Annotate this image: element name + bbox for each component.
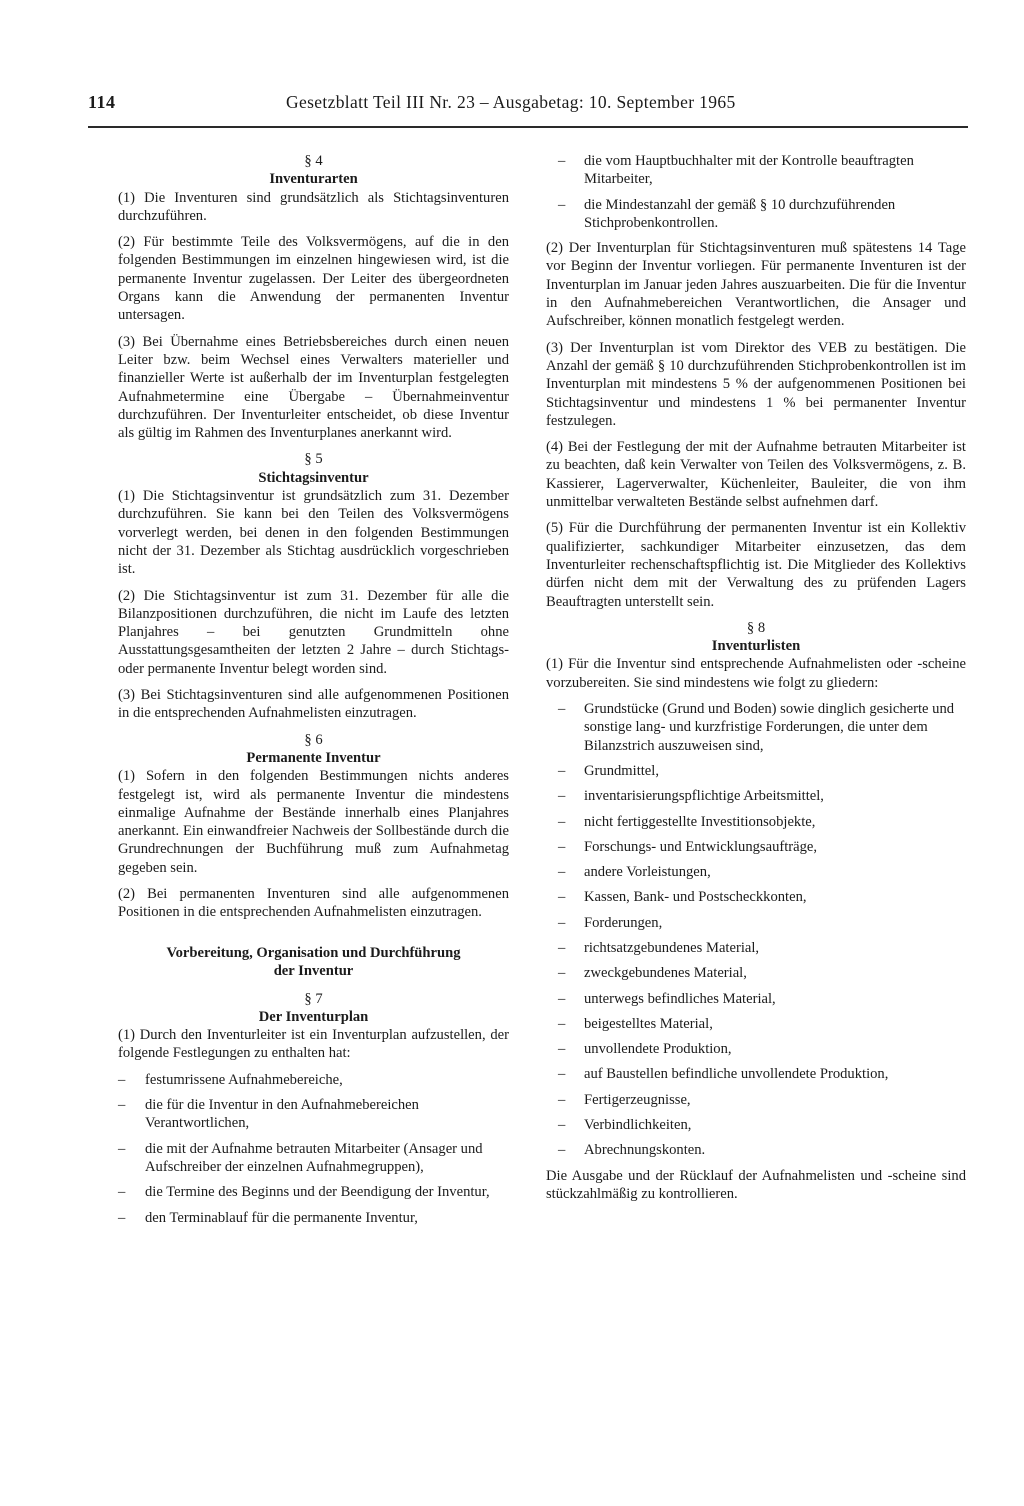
page-number: 114 xyxy=(88,92,116,112)
paragraph: (2) Für bestimmte Teile des Volksvermögens, auf die in den folgenden Bestimmungen im einzelnen hingewiesen wird, ist die permanente Inventur zugelassen. Der Leiter des übergeordneten Organs kann die Anwendung der permanenten Inventur untersagen. xyxy=(118,234,509,324)
list-item: – unterwegs befindliches Material, xyxy=(546,990,966,1008)
list-item: – Fertigerzeugnisse, xyxy=(546,1091,966,1109)
list-item: – Grundmittel, xyxy=(546,762,966,780)
list-item: – nicht fertiggestellte Investitionsobjekte, xyxy=(546,813,966,831)
list-item: – inventarisierungspflichtige Arbeitsmittel, xyxy=(546,787,966,805)
paragraph: (2) Bei permanenten Inventuren sind alle aufgenommenen Positionen in die entsprechenden Aufnahmelisten einzutragen. xyxy=(118,885,509,921)
section-4 xyxy=(118,152,509,442)
chapter-heading xyxy=(118,944,509,980)
list-item: – Grundstücke (Grund und Boden) sowie dinglich gesicherte und sonstige lang- und kurzfristige Forderungen, die unter dem Bilanzstrich auszuweisen sind, xyxy=(546,700,966,755)
list-item: – richtsatzgebundenes Material, xyxy=(546,939,966,957)
chapter-heading-line: Vorbereitung, Organisation und Durchführung xyxy=(166,944,461,961)
paragraph: (2) Der Inventurplan für Stichtagsinventuren muß spätestens 14 Tage vor Beginn der Inventur vorliegen. Für permanente Inventuren ist der Inventurplan im Januar jeden Jahres auszuarbeiten. Die für die Inventur in den Aufnahmebereichen Verantwortlichen, die Ansager und Aufschreiber, können monatlich festgelegt werden. xyxy=(546,240,966,330)
running-title: Gesetzblatt Teil III Nr. 23 – Ausgabetag: 10. September 1965 xyxy=(286,92,736,112)
plan-requirements-list xyxy=(118,1071,509,1227)
list-item: – unvollendete Produktion, xyxy=(546,1040,966,1058)
list-item: – die Mindestanzahl der gemäß § 10 durchzuführenden Stichprobenkontrollen. xyxy=(546,196,966,233)
section-title: Inventurlisten xyxy=(711,638,801,655)
section-number: § 8 xyxy=(746,619,766,636)
list-item: – die Termine des Beginns und der Beendigung der Inventur, xyxy=(118,1183,509,1201)
paragraph: (3) Bei Stichtagsinventuren sind alle aufgenommenen Positionen in die entsprechenden Aufnahmelisten einzutragen. xyxy=(118,687,509,722)
paragraph: (1) Die Inventuren sind grundsätzlich als Stichtagsinventuren durchzuführen. xyxy=(118,189,509,224)
paragraph: (1) Sofern in den folgenden Bestimmungen nichts anderes festgelegt ist, wird als permanente Inventur die mindestens einmalige Aufnahme der Bestände innerhalb eines Planjahres anerkannt. Ein einwandfreier Nachweis der Sollbestände durch die Grundrechnungen der Buchführung muß zum Aufnahmetag gegeben sein. xyxy=(118,768,509,876)
paragraph: (1) Die Stichtagsinventur ist grundsätzlich zum 31. Dezember durchzuführen. Sie kann bei den Teilen des Volksvermögens vorverlegt werden, bei denen in den folgenden Bestimmungen nicht der 31. Dezember als Stichtag ausdrücklich vorgeschrieben ist. xyxy=(118,488,509,578)
paragraph: (4) Bei der Festlegung der mit der Aufnahme betrauten Mitarbeiter ist zu beachten, daß kein Verwalter von Teilen des Volksvermögens, z. B. Kassierer, Lagerverwalter, Küchenleiter, Bauleiter, die von ihm unmittelbar verwalteten Bestände selbst aufnehmen darf. xyxy=(546,439,966,511)
right-column xyxy=(546,152,966,1211)
paragraph: (3) Bei Übernahme eines Betriebsbereiches durch einen neuen Leiter bzw. beim Wechsel eines Verwalters materieller und finanzieller Werte ist außerhalb der im Inventurplan festgelegten Aufnahmetermine eine Übergabe – Übernahmeinventur durchzuführen. Der Inventurleiter entscheidet, ob diese Inventur als gültig im Rahmen des Inventurplanes anerkannt wird. xyxy=(118,333,509,442)
list-item: – zweckgebundenes Material, xyxy=(546,964,966,982)
page-header xyxy=(88,92,968,128)
paragraph: Die Ausgabe und der Rücklauf der Aufnahmelisten und -scheine sind stückzahlmäßig zu kontrollieren. xyxy=(546,1167,966,1202)
list-item: – Kassen, Bank- und Postscheckkonten, xyxy=(546,888,966,906)
section-6 xyxy=(118,731,509,922)
section-7 xyxy=(118,990,509,1227)
section-title: Stichtagsinventur xyxy=(258,469,369,486)
section-number: § 5 xyxy=(304,451,323,468)
list-item: – auf Baustellen befindliche unvollendete Produktion, xyxy=(546,1065,966,1083)
paragraph: (5) Für die Durchführung der permanenten Inventur ist ein Kollektiv qualifizierter, sachkundiger Mitarbeiter einzusetzen, das dem Inventurleiter rechenschaftspflichtig ist. Die Mitglieder des Kollektivs dürfen nicht dem mit der Verwaltung des zu prüfenden Lagers Beauftragten unterstellt sein. xyxy=(546,520,966,610)
section-title: Inventurarten xyxy=(269,171,358,188)
inventory-list-categories xyxy=(546,700,966,1160)
list-item: – die für die Inventur in den Aufnahmebereichen Verantwortlichen, xyxy=(118,1096,509,1133)
list-item: – die mit der Aufnahme betrauten Mitarbeiter (Ansager und Aufschreiber der einzelnen Aufnahmegruppen), xyxy=(118,1140,509,1177)
paragraph: (1) Für die Inventur sind entsprechende Aufnahmelisten oder -scheine vorzubereiten. Sie sind mindestens wie folgt zu gliedern: xyxy=(546,656,966,691)
section-8 xyxy=(546,619,966,1203)
paragraph: (1) Durch den Inventurleiter ist ein Inventurplan aufzustellen, der folgende Festlegungen zu enthalten hat: xyxy=(118,1027,509,1062)
paragraph: (3) Der Inventurplan ist vom Direktor des VEB zu bestätigen. Die Anzahl der gemäß § 10 durchzuführenden Stichprobenkontrollen ist im Inventurplan mit mindestens 5 % der aufgenommenen Positionen bei Stichtagsinventur und mindestens 1 % bei permanenter Inventur festzulegen. xyxy=(546,339,966,429)
section-number: § 4 xyxy=(304,153,323,169)
list-item: – Abrechnungskonten. xyxy=(546,1141,966,1159)
paragraph: (2) Die Stichtagsinventur ist zum 31. Dezember für alle die Bilanzpositionen durchzuführen, die nicht im Laufe des letzten Planjahres – bei genutzten Grundmitteln ohne Ausstattungsgesamtheiten der letzten 2 Jahre – durch Stichtags- oder permanente Inventur belegt worden sind. xyxy=(118,587,509,677)
list-item: – andere Vorleistungen, xyxy=(546,863,966,881)
section-number: § 6 xyxy=(304,731,323,748)
list-item: – beigestelltes Material, xyxy=(546,1015,966,1033)
chapter-heading-line: der Inventur xyxy=(273,962,354,979)
list-item: – den Terminablauf für die permanente Inventur, xyxy=(118,1209,509,1227)
list-item: – Forschungs- und Entwicklungsaufträge, xyxy=(546,838,966,856)
list-item: – Verbindlichkeiten, xyxy=(546,1116,966,1134)
left-column xyxy=(118,152,509,1234)
list-item: – festumrissene Aufnahmebereiche, xyxy=(118,1071,509,1089)
plan-requirements-list-continued xyxy=(546,152,966,232)
section-5 xyxy=(118,450,509,722)
list-item: – Forderungen, xyxy=(546,914,966,932)
section-title: Permanente Inventur xyxy=(246,749,381,766)
list-item: – die vom Hauptbuchhalter mit der Kontrolle beauftragten Mitarbeiter, xyxy=(546,152,966,189)
section-title: Der Inventurplan xyxy=(258,1008,369,1025)
section-number: § 7 xyxy=(304,990,323,1007)
